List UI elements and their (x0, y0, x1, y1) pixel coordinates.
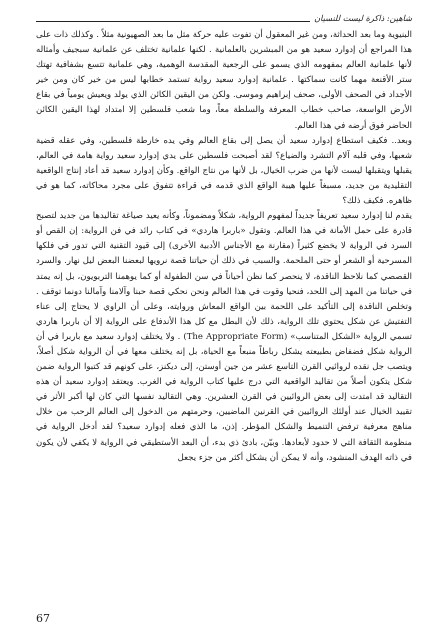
page-number: 67 (36, 612, 50, 625)
body-text (36, 28, 412, 606)
running-header-title: شاهين: ذاكرة ليست للنسيان (314, 13, 412, 23)
running-header (36, 10, 412, 24)
paragraph: وبعد.. فكيف استطاع إدوارد سعيد أن يصل إلى بقاع العالم وفي يده خارطة فلسطين، وفي عقله قضية شعبها، وفي قلبه آلام التشرد والضياع؟ لقد أصبحت فلسطين على يدي إدوارد سعيد رواية هامة في العالم، يقبلها ويتقبلها ليست لأنها من ضرب الخيال، بل لأنها من نتاج الواقع. وكأن إدوارد سعيد قد أعاد إنتاج الواقعية التقليدية من جديد، مسبغاً عليها هيبة الواقع الذي قدمه في قراءة تتفوق على مجرد محاكاته، كما هو في ظاهره. فكيف ذلك؟ (36, 135, 412, 207)
header-rule (36, 21, 310, 22)
paragraph: يقدم لنا إدوارد سعيد تعريفاً جديداً لمفهوم الرواية، شكلاً ومضموناً، وكأنه يعيد صياغة تقاليدها من جديد لتصبح قادرة على حمل الأمانة في هذا العالم. وتقول «باربرا هاردي» في كتاب رائد في فن الرواية: إن القص أو السرد في الرواية لا يخضع كثيراً (مقارنة مع الأجناس الأدبية الأخرى) إلى قيود التقنية التي تدور في فلكها المسرحية أو الشعر أو حتى الملحمة. والسبب في ذلك أن حياتنا قصة نرويها لبعضنا البعض ليل نهار. والسرد القصصي كما نلاحظ الناقدة، لا ينحصر كما نظن أحياناً في سن الطفولة أو كما يوهمنا التربويون، بل إنه يمتد في حياتنا من المهد إلى اللحد، فنحيا وقوت في هذا العالم ونحن نحكي قصة حبنا وآلامنا وآمالنا دونما توقف . وتخلص الناقدة إلى التأكيد على اللحمة بين الواقع المعاش وروايته، وعلى أن الراوي لا يحتاج إلى عناء التفتيش عن شكل يحتوي تلك الرواية، ذلك لأن البطل مع كل هذا الأندفاع على الرواية إلا أن باربرا هاردي تسمي الرواية «الشكل المتناسب» (The Appropriate Form) . ولا يختلف إدوارد سعيد مع باربرا في أن الرواية شكل فضفاض بطبيعته يشكل رباطاً منبعاً مع الحياة، بل إنه يختلف معها في أن الرواية شكل أصلاً، ويتصب جل نقده لروائيي القرن التاسع عشر من جين أوستن، إلى ديكنز، على كونهم قد كتبوا الرواية ضمن شكل يتكون أصلاً من تقاليد الواقعية التي درج عليها كتاب الرواية في الغرب. ويعتقد إدوارد سعيد أن هذه التقاليد قد امتدت إلى بعض الروائيين في القرن العشرين. وهي التقاليد نفسها التي كان لها أكبر الأثر في تقييد الخيال عند أولئك الروائيين في القرنين الماضيين، وحرمتهم من الدخول إلى العالم الرحب من خلال مناهج معرفية ترفض التنميط والشكل المؤطر. إذن، ما الذي فعله إدوارد سعيد؟ لقد أدخل الرواية في منظومة الثقافة التي لا حدود لأبعادها. وبيّن، بادئ ذي بدء، أن البعد الأستطيقي في الرواية لا يكفي لأن يكون في ذاته الهدف المنشود، وأنه لا يمكن أن يشكل أكثر من جزء يجعل (36, 211, 412, 463)
paragraph: البنيوية وما بعد الحداثة، ومن غير المعقول أن تفوت عليه حركة مثل ما بعد الصهيونية مثلاً . وكذلك ذات على هذا المراجع أن إدوارد سعيد هو من المبشرين بالعلمانية . لكنها علمانية تختلف عن علمانية سبجيف وأمثاله لأنها علمانية العالم بمفهومه الذي يسمو على الرجعية المقدسة الوهمية، وهي علمانية تتسع بشفافية تهتك ستر الأقنعة مهما كانت سماكتها . علمانية إدوارد سعيد رواية تستمد خطابها ليس من خير كان ومن خير الأجداد في الصحف الأولى، صحف إبراهيم وموسى. ولكن من اليقين الكائن الذي يولد ويعيش يومياً في بقاع الأرض الواسعة، صاحب خطاب المعرفة والسلطة معاً، وما شعب فلسطين إلا امتداد لهذا اليقين الكائن الحاضر فوق أرضه في هذا العالم. (36, 30, 412, 131)
